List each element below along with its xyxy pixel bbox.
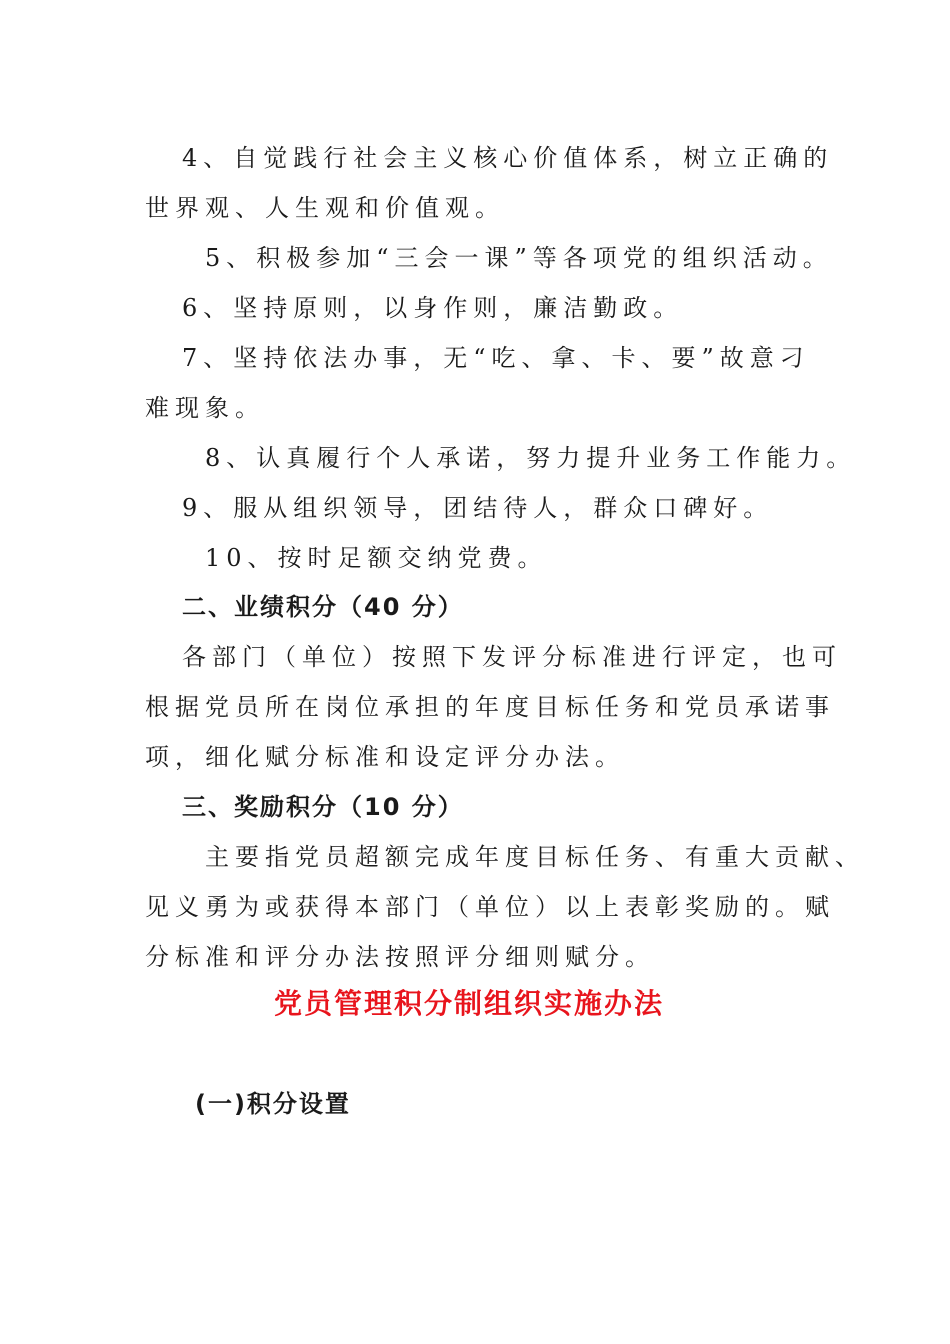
section-3-paragraph-line-1: 主要指党员超额完成年度目标任务、有重大贡献、 bbox=[205, 843, 865, 871]
section-3-paragraph-line-2: 见义勇为或获得本部门（单位）以上表彰奖励的。赋 bbox=[145, 893, 835, 921]
section-heading-reward: 三、奖励积分（10 分） bbox=[182, 793, 464, 821]
section-2-paragraph-line-2: 根据党员所在岗位承担的年度目标任务和党员承诺事 bbox=[145, 693, 835, 721]
list-item-7-line-2: 难现象。 bbox=[145, 394, 265, 422]
list-item-8: 8、认真履行个人承诺，努力提升业务工作能力。 bbox=[205, 444, 857, 472]
list-item-7-line-1: 7、坚持依法办事，无“吃、拿、卡、要”故意刁 bbox=[182, 344, 810, 372]
list-item-4-line-2: 世界观、人生观和价值观。 bbox=[145, 194, 505, 222]
section-2-paragraph-line-1: 各部门（单位）按照下发评分标准进行评定，也可 bbox=[182, 643, 842, 671]
subsection-heading-points-setup: (一)积分设置 bbox=[195, 1090, 351, 1118]
list-item-5: 5、积极参加“三会一课”等各项党的组织活动。 bbox=[205, 244, 833, 272]
section-2-paragraph-line-3: 项，细化赋分标准和设定评分办法。 bbox=[145, 743, 625, 771]
section-3-paragraph-line-3: 分标准和评分办法按照评分细则赋分。 bbox=[145, 943, 655, 971]
list-item-9: 9、服从组织领导，团结待人，群众口碑好。 bbox=[182, 494, 774, 522]
document-title: 党员管理积分制组织实施办法 bbox=[274, 987, 665, 1020]
section-heading-performance: 二、业绩积分（40 分） bbox=[182, 593, 464, 621]
list-item-6: 6、坚持原则，以身作则，廉洁勤政。 bbox=[182, 294, 684, 322]
list-item-10: 10、按时足额交纳党费。 bbox=[205, 544, 548, 572]
list-item-4-line-1: 4、自觉践行社会主义核心价值体系，树立正确的 bbox=[182, 144, 834, 172]
